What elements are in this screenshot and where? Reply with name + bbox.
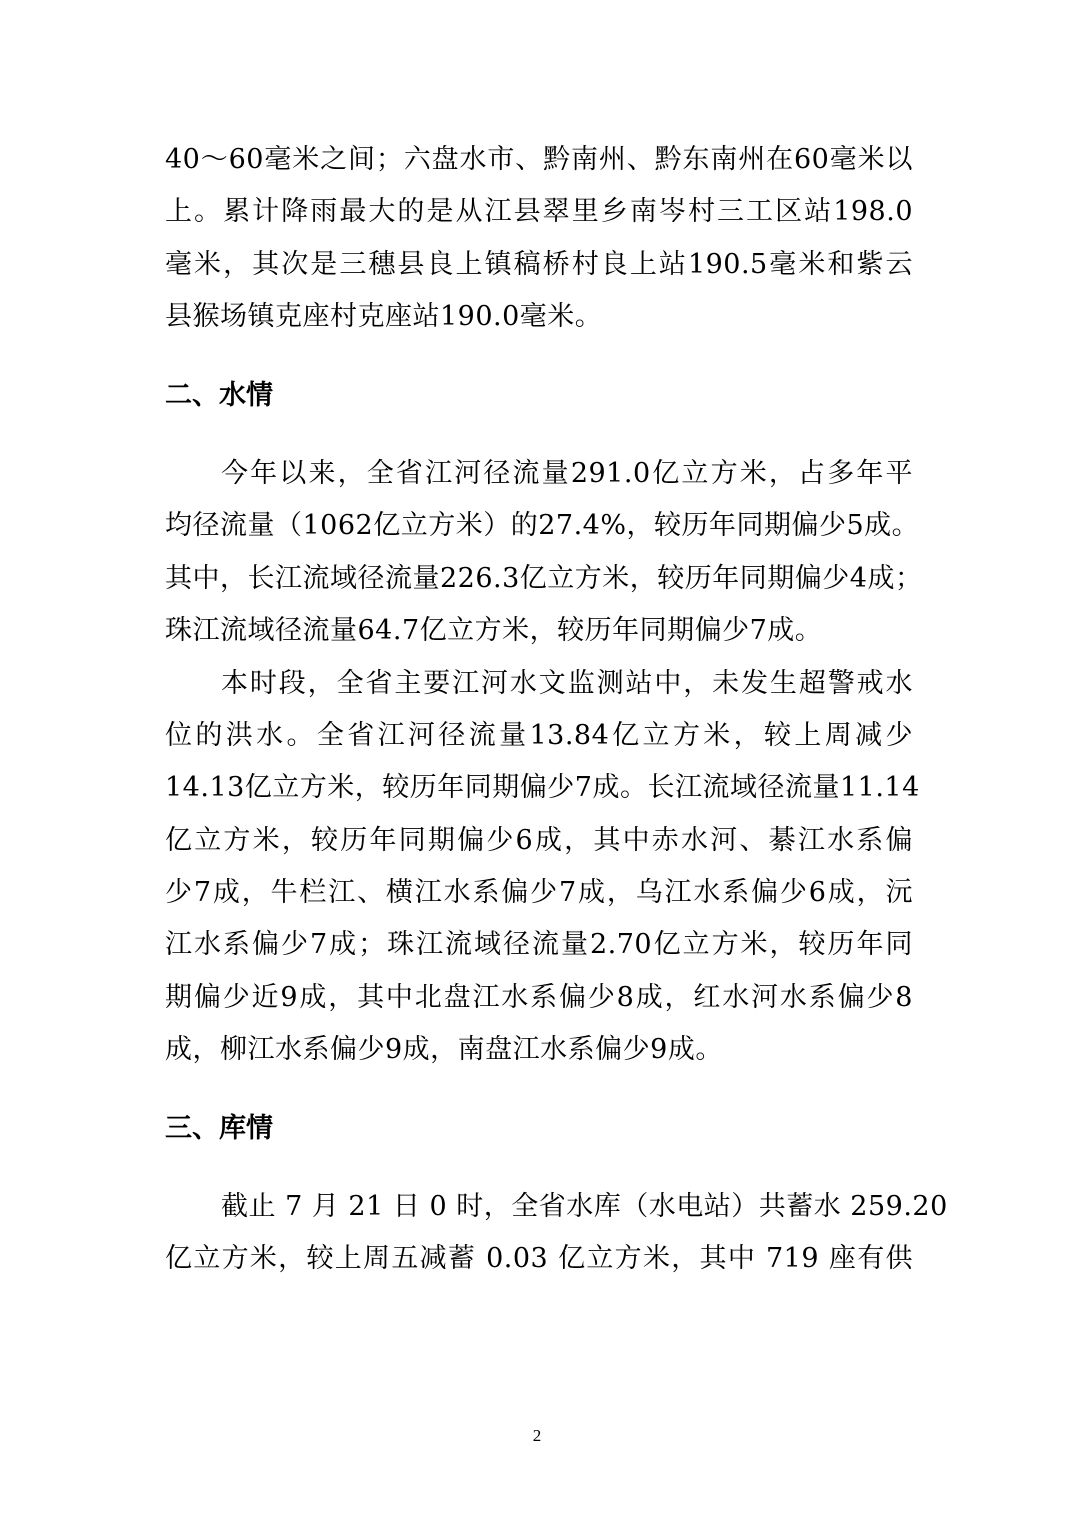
- water-paragraph-period: [165, 658, 920, 1077]
- section-heading-reservoir: 三、库情: [165, 1112, 273, 1144]
- paragraph-line: 位的洪水。全省江河径流量13.84亿立方米，较上周减少: [165, 719, 913, 751]
- rainfall-paragraph: [165, 134, 913, 344]
- paragraph-line: 毫米，其次是三穗县良上镇稿桥村良上站190.5毫米和紫云: [165, 248, 913, 280]
- paragraph-line: 江水系偏少7成；珠江流域径流量2.70亿立方米，较历年同: [165, 929, 913, 961]
- reservoir-paragraph: [165, 1181, 948, 1286]
- paragraph-line: 均径流量（1062亿立方米）的27.4%，较历年同期偏少5成。: [165, 510, 920, 542]
- paragraph-line: 成，柳江水系偏少9成，南盘江水系偏少9成。: [165, 1034, 723, 1066]
- paragraph-line: 上。累计降雨最大的是从江县翠里乡南岑村三工区站198.0: [165, 196, 913, 228]
- page-number: 2: [532, 1426, 542, 1445]
- paragraph-line: 期偏少近9成，其中北盘江水系偏少8成，红水河水系偏少8: [165, 981, 913, 1013]
- paragraph-line: 县猴场镇克座村克座站190.0毫米。: [165, 301, 603, 333]
- section-heading-water: 二、水情: [165, 379, 273, 411]
- paragraph-line: 14.13亿立方米，较历年同期偏少7成。长江流域径流量11.14: [165, 772, 920, 804]
- paragraph-line: 亿立方米，较上周五减蓄 0.03 亿立方米，其中 719 座有供: [165, 1243, 913, 1275]
- paragraph-line: 截止 7 月 21 日 0 时，全省水库（水电站）共蓄水 259.20: [221, 1191, 948, 1223]
- paragraph-line: 亿立方米，较历年同期偏少6成，其中赤水河、綦江水系偏: [165, 824, 913, 856]
- paragraph-line: 少7成，牛栏江、横江水系偏少7成，乌江水系偏少6成，沅: [165, 877, 913, 909]
- paragraph-line: 本时段，全省主要江河水文监测站中，未发生超警戒水: [221, 667, 913, 699]
- water-paragraph-annual: [165, 448, 923, 658]
- page-body: [165, 134, 948, 1286]
- paragraph-line: 今年以来，全省江河径流量291.0亿立方米，占多年平: [221, 457, 913, 489]
- paragraph-line: 其中，长江流域径流量226.3亿立方米，较历年同期偏少4成；: [165, 562, 923, 594]
- paragraph-line: 珠江流域径流量64.7亿立方米，较历年同期偏少7成。: [165, 615, 823, 647]
- paragraph-line: 40～60毫米之间；六盘水市、黔南州、黔东南州在60毫米以: [165, 144, 913, 175]
